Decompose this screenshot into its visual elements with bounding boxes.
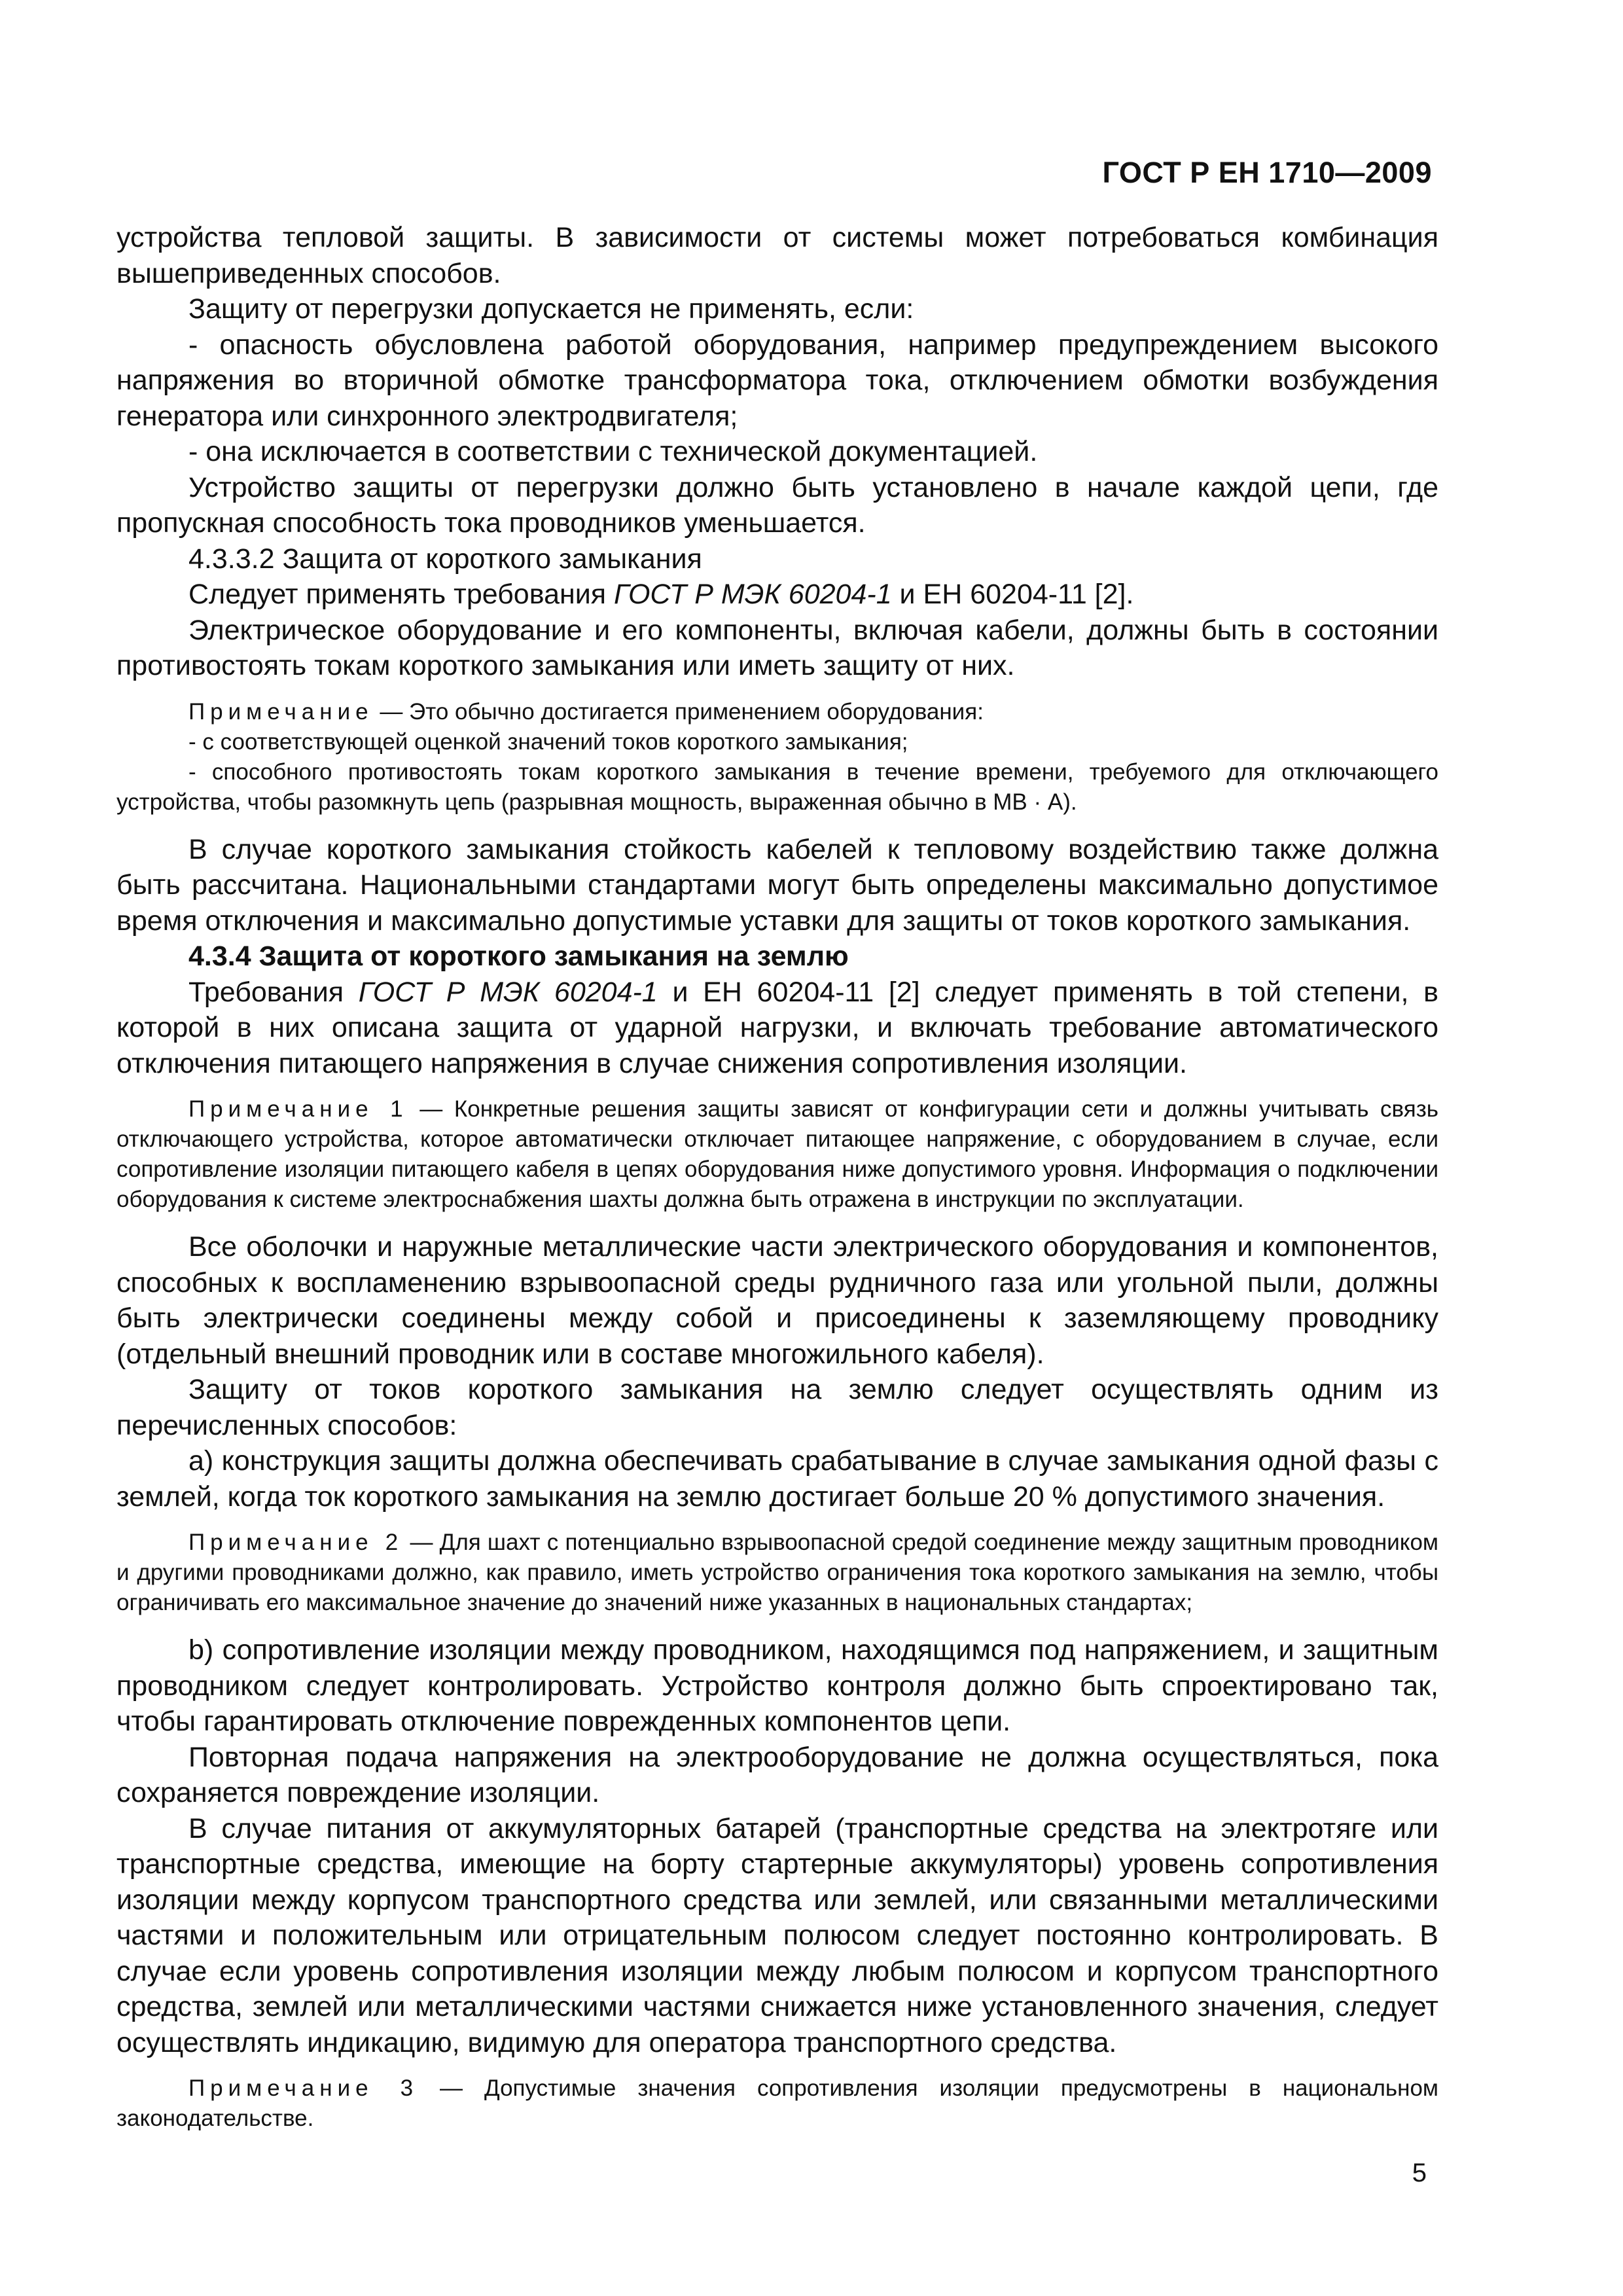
paragraph (116, 975, 1438, 1082)
text-run: Следует применять требования (188, 579, 614, 610)
list-item: - она исключается в соответствии с технической документацией. (188, 436, 1038, 467)
note-label: Примечание (188, 698, 374, 725)
document-header: ГОСТ Р ЕН 1710—2009 (1102, 156, 1432, 189)
paragraph: В случае питания от аккумуляторных батарей (транспортные средства на электротяге или транспортные средства, имеющие на борту стартерные аккумуляторы) уровень сопротивления изоляции между корпусом транспортного средства или землей, или связанными металлическими частями и положительным или отрицательным полюсом следует постоянно контролировать. В случае если уровень сопротивления изоляции между любым полюсом и корпусом транспортного средства, землей или металлическими частями снижается ниже установленного значения, следует осуществлять индикацию, видимую для оператора транспортного средства. (116, 1812, 1438, 2058)
standard-reference: ГОСТ Р МЭК 60204-1 (613, 579, 892, 610)
note-label: Примечание 1 (188, 1096, 408, 1122)
note-label: Примечание 3 (188, 2075, 419, 2101)
paragraph: Все оболочки и наружные металлические части электрического оборудования и компонентов, способных к воспламенению взрывоопасной среды рудничного газа или угольной пыли, должны быть электрически соединены между собой и присоединены к заземляющему проводнику (отдельный внешний проводник или в составе многожильного кабеля). (116, 1231, 1438, 1370)
note-label: Примечание 2 (188, 1530, 404, 1555)
section-heading: 4.3.3.2 Защита от короткого замыкания (188, 543, 702, 575)
text-run: и ЕН 60204-11 [2] следует применять в той степени, в которой в них описана защита от ударной нагрузки, и включать требование автоматического отключения питающего напряжения в случае снижения сопротивления изоляции. (116, 976, 1439, 1079)
list-item: - опасность обусловлена работой оборудования, например предупреждением высокого напряжения во вторичной обмотке трансформатора тока, отключением обмотки возбуждения генератора или синхронного электродвигателя; (116, 329, 1438, 432)
note (116, 1094, 1438, 1215)
paragraph: Электрическое оборудование и его компоненты, включая кабели, должны быть в состоянии противостоять токам короткого замыкания или иметь защиту от них. (116, 614, 1438, 681)
paragraph: устройства тепловой защиты. В зависимости от системы может потребоваться комбинация вышеприведенных способов. (116, 222, 1438, 289)
list-item: а) конструкция защиты должна обеспечивать срабатывание в случае замыкания одной фазы с землей, когда ток короткого замыкания на землю достигает больше 20 % допустимого значения. (116, 1445, 1438, 1513)
note-text: — Конкретные решения защиты зависят от конфигурации сети и должны учитывать связь отключающего устройства, которое автоматически отключает питающее напряжение, с оборудованием в случае, если сопротивление изоляции питающего кабеля в цепях оборудования ниже допустимого уровня. Информация о подключении оборудования к системе электроснабжения шахты должна быть отражена в инструкции по эксплуатации. (116, 1096, 1438, 1212)
note (116, 697, 1438, 727)
text-run: Требования (188, 976, 359, 1008)
page-body (116, 220, 1438, 2134)
paragraph (116, 577, 1438, 613)
paragraph: В случае короткого замыкания стойкость кабелей к тепловому воздействию также должна быть рассчитана. Национальными стандартами могут быть определены максимально допустимое время отключения и максимально допустимые уставки для защиты от токов короткого замыкания. (116, 833, 1438, 937)
note-text: — Для шахт с потенциально взрывоопасной средой соединение между защитным проводником и другими проводниками должно, как правило, иметь устройство ограничения тока короткого замыкания на землю, чтобы ограничивать его максимальное значение до значений ниже указанных в национальных стандартах; (116, 1530, 1438, 1615)
list-item: b) сопротивление изоляции между проводником, находящимся под напряжением, и защитным проводником следует контролировать. Устройство контроля должно быть спроектировано так, чтобы гарантировать отключение поврежденных компонентов цепи. (116, 1634, 1438, 1737)
note-line: - с соответствующей оценкой значений токов короткого замыкания; (188, 728, 908, 755)
standard-reference: ГОСТ Р МЭК 60204-1 (358, 976, 658, 1008)
paragraph: Защиту от перегрузки допускается не применять, если: (188, 293, 914, 325)
note (116, 2073, 1438, 2134)
paragraph: Защиту от токов короткого замыкания на землю следует осуществлять одним из перечисленных способов: (116, 1374, 1438, 1441)
text-run: и ЕН 60204-11 [2]. (891, 579, 1134, 610)
note-line: - способного противостоять токам короткого замыкания в течение времени, требуемого для отключающего устройства, чтобы разомкнуть цепь (разрывная мощность, выраженная обычно в МВ · А). (116, 759, 1438, 815)
page-number: 5 (1412, 2159, 1427, 2187)
section-heading: 4.3.4 Защита от короткого замыкания на землю (188, 941, 849, 972)
note-text: — Допустимые значения сопротивления изоляции предусмотрены в национальном законодательстве. (116, 2075, 1438, 2131)
paragraph: Повторная подача напряжения на электрооборудование не должна осуществляться, пока сохраняется повреждение изоляции. (116, 1741, 1438, 1808)
paragraph: Устройство защиты от перегрузки должно быть установлено в начале каждой цепи, где пропускная способность тока проводников уменьшается. (116, 471, 1438, 539)
note (116, 1528, 1438, 1618)
note-text: — Это обычно достигается применением оборудования: (373, 698, 984, 725)
